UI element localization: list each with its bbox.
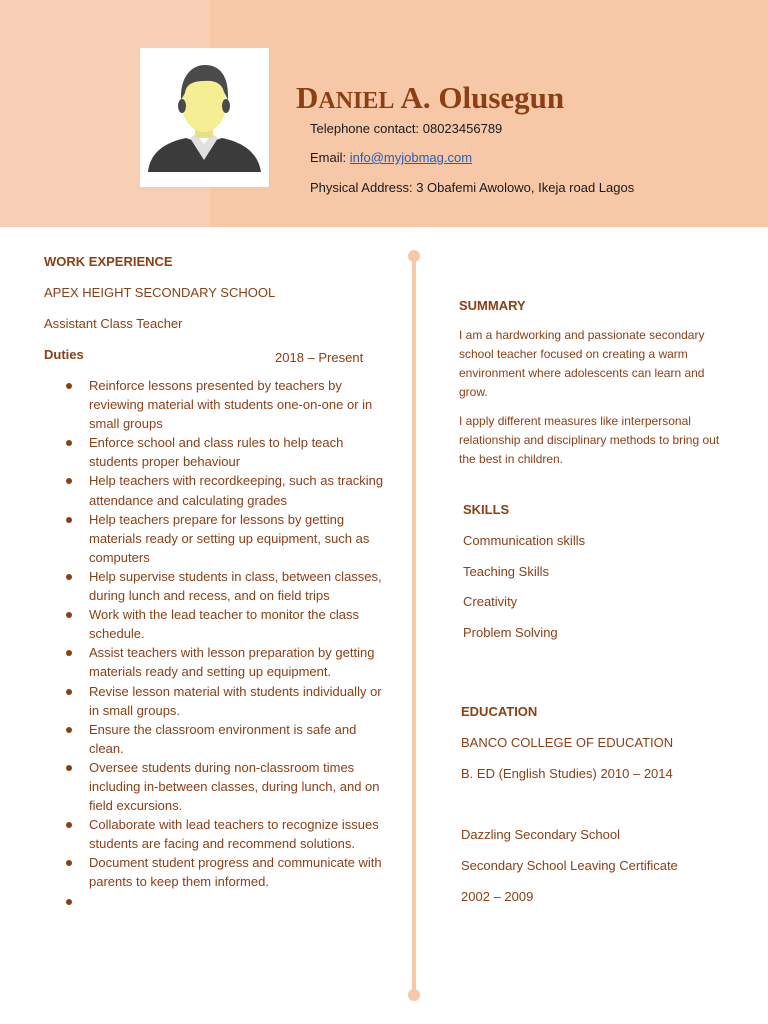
list-item: Ensure the classroom environment is safe and clean. <box>44 720 389 758</box>
bullet-icon <box>66 650 72 656</box>
summary-paragraph-1: I am a hardworking and passionate secondary school teacher focused on creating a warm environment where adolescents can learn and grow. <box>459 328 705 399</box>
person-avatar-icon <box>140 48 269 187</box>
education-degree-2: Secondary School Leaving Certificate <box>461 858 678 873</box>
divider-bottom-dot <box>408 989 420 1001</box>
column-divider <box>412 256 416 994</box>
list-item: Help supervise students in class, between classes, during lunch and recess, and on field trips <box>44 567 389 605</box>
education-degree-1: B. ED (English Studies) 2010 – 2014 <box>461 766 673 781</box>
skill-item: Problem Solving <box>463 625 558 640</box>
telephone-line: Telephone contact: 08023456789 <box>310 121 503 136</box>
list-item: Help teachers prepare for lessons by getting materials ready or setting up equipment, such as computers <box>44 510 389 567</box>
duties-list <box>44 376 394 911</box>
education-heading: EDUCATION <box>461 704 538 719</box>
bullet-icon <box>66 822 72 828</box>
skill-item: Teaching Skills <box>463 564 549 579</box>
list-item <box>44 892 389 911</box>
list-item: Reinforce lessons presented by teachers by reviewing material with students one-on-one or in small groups <box>44 376 389 433</box>
work-experience-heading: WORK EXPERIENCE <box>44 254 173 269</box>
list-item: Enforce school and class rules to help teach students proper behaviour <box>44 433 389 471</box>
bullet-icon <box>66 478 72 484</box>
bullet-icon <box>66 440 72 446</box>
bullet-icon <box>66 612 72 618</box>
skills-heading: SKILLS <box>463 502 510 517</box>
address-line: Physical Address: 3 Obafemi Awolowo, Ikeja road Lagos <box>310 180 635 195</box>
education-school-1: BANCO COLLEGE OF EDUCATION <box>461 735 674 750</box>
email-label: Email: <box>310 150 350 165</box>
bullet-icon <box>66 727 72 733</box>
skill-item: Communication skills <box>463 533 586 548</box>
email-link[interactable]: info@myjobmag.com <box>349 150 473 165</box>
bullet-icon <box>66 899 72 905</box>
email-line <box>310 150 472 165</box>
bullet-icon <box>66 574 72 580</box>
bullet-icon <box>66 689 72 695</box>
bullet-icon <box>66 765 72 771</box>
summary-heading: SUMMARY <box>459 298 526 313</box>
summary-paragraph-2: I apply different measures like interpersonal relationship and disciplinary methods to bring out the best in children. <box>459 414 720 466</box>
bullet-icon <box>66 517 72 523</box>
profile-photo <box>140 48 269 187</box>
list-item: Document student progress and communicate with parents to keep them informed. <box>44 853 389 891</box>
list-item: Assist teachers with lesson preparation by getting materials ready and setting up equipment. <box>44 643 389 681</box>
bullet-icon <box>66 383 72 389</box>
list-item: Work with the lead teacher to monitor the class schedule. <box>44 605 389 643</box>
skill-item: Creativity <box>463 594 518 609</box>
duties-heading: Duties <box>44 347 84 362</box>
education-years-2: 2002 – 2009 <box>461 889 534 904</box>
list-item: Collaborate with lead teachers to recognize issues students are facing and recommend solutions. <box>44 815 389 853</box>
job-period: 2018 – Present <box>275 350 364 365</box>
list-item: Help teachers with recordkeeping, such as tracking attendance and calculating grades <box>44 471 389 509</box>
list-item: Oversee students during non-classroom times including in-between classes, during lunch, and on field excursions. <box>44 758 389 815</box>
divider-top-dot <box>408 250 420 262</box>
candidate-name: DANIEL A. Olusegun <box>296 80 565 115</box>
bullet-icon <box>66 860 72 866</box>
list-item: Revise lesson material with students individually or in small groups. <box>44 682 389 720</box>
employer-name: APEX HEIGHT SECONDARY SCHOOL <box>44 285 276 300</box>
job-role: Assistant Class Teacher <box>44 316 183 331</box>
education-school-2: Dazzling Secondary School <box>461 827 620 842</box>
